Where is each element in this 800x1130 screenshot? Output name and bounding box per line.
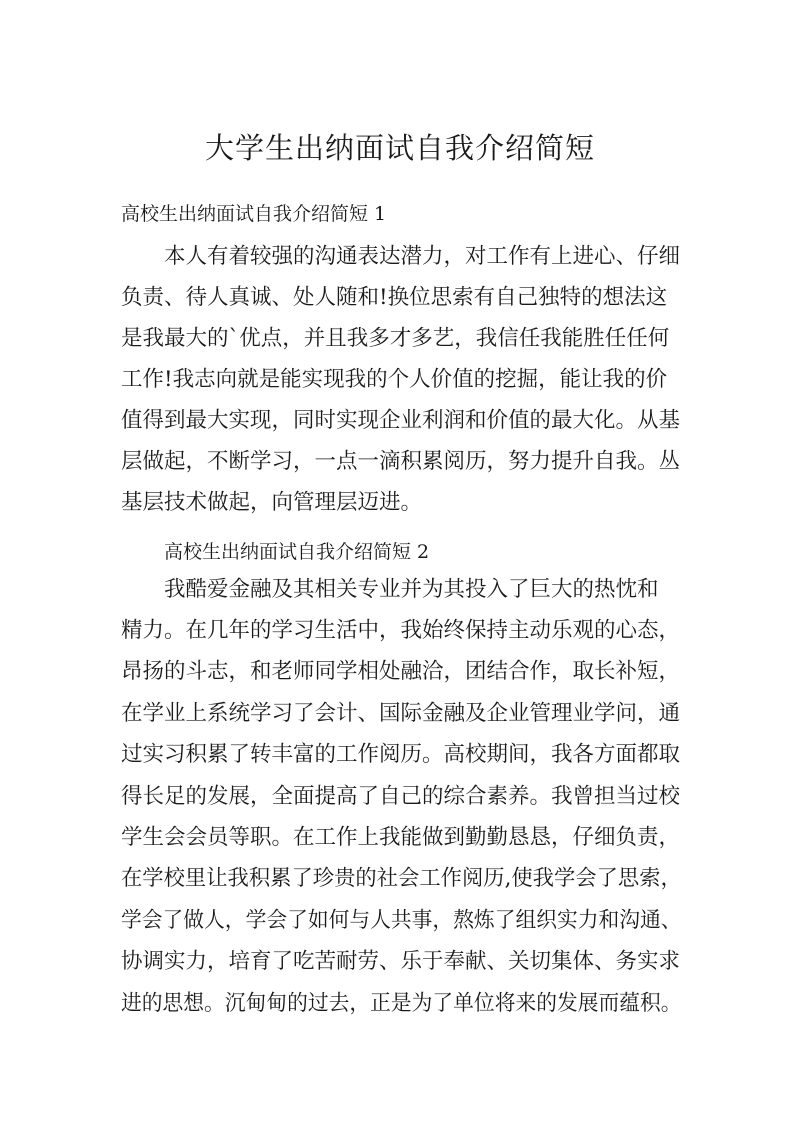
paragraph-line: 进的思想。沉甸甸的过去，正是为了单位将来的发展而蕴积。 bbox=[121, 991, 682, 1016]
paragraph-line: 学生会会员等职。在工作上我能做到勤勤恳恳，仔细负责， bbox=[121, 825, 681, 850]
section-heading-2: 高校生出纳面试自我介绍简短 2 bbox=[164, 541, 430, 563]
paragraph-line: 层做起，不断学习，一点一滴积累阅历，努力提升自我。丛 bbox=[121, 449, 681, 474]
paragraph-line: 工作!我志向就是能实现我的个人价值的挖掘，能让我的价 bbox=[121, 367, 668, 392]
document-title: 大学生出纳面试自我介绍简短 bbox=[204, 131, 595, 165]
paragraph-line: 得长足的发展，全面提高了自己的综合素养。我曾担当过校 bbox=[121, 784, 681, 809]
paragraph-line: 是我最大的`优点，并且我多才多艺，我信任我能胜任任何 bbox=[121, 326, 670, 351]
section-heading-1: 高校生出纳面试自我介绍简短 1 bbox=[121, 203, 387, 225]
paragraph-line: 在学校里让我积累了珍贵的社会工作阅历,使我学会了思索， bbox=[121, 866, 682, 891]
paragraph-line: 值得到最大实现，同时实现企业利润和价值的最大化。从基 bbox=[121, 408, 681, 433]
paragraph-line: 基层技术做起，向管理层迈进。 bbox=[121, 490, 423, 515]
paragraph-line: 学会了做人，学会了如何与人共事，熬炼了组织实力和沟通、 bbox=[121, 908, 682, 933]
paragraph-line: 精力。在几年的学习生活中，我始终保持主动乐观的心态， bbox=[121, 618, 681, 643]
paragraph-line: 本人有着较强的沟通表达潜力，对工作有上进心、仔细 bbox=[121, 244, 681, 269]
paragraph-line: 在学业上系统学习了会计、国际金融及企业管理业学问，通 bbox=[121, 701, 681, 726]
paragraph-line: 过实习积累了转丰富的工作阅历。高校期间，我各方面都取 bbox=[121, 742, 681, 767]
paragraph-line: 负责、待人真诚、处人随和!换位思索有自己独特的想法这 bbox=[121, 285, 668, 310]
paragraph-line: 昂扬的斗志，和老师同学相处融洽，团结合作，取长补短， bbox=[121, 659, 681, 684]
paragraph-line: 协调实力，培育了吃苦耐劳、乐于奉献、关切集体、务实求 bbox=[121, 949, 681, 974]
paragraph-line: 我酷爱金融及其相关专业并为其投入了巨大的热忱和 bbox=[121, 577, 659, 602]
